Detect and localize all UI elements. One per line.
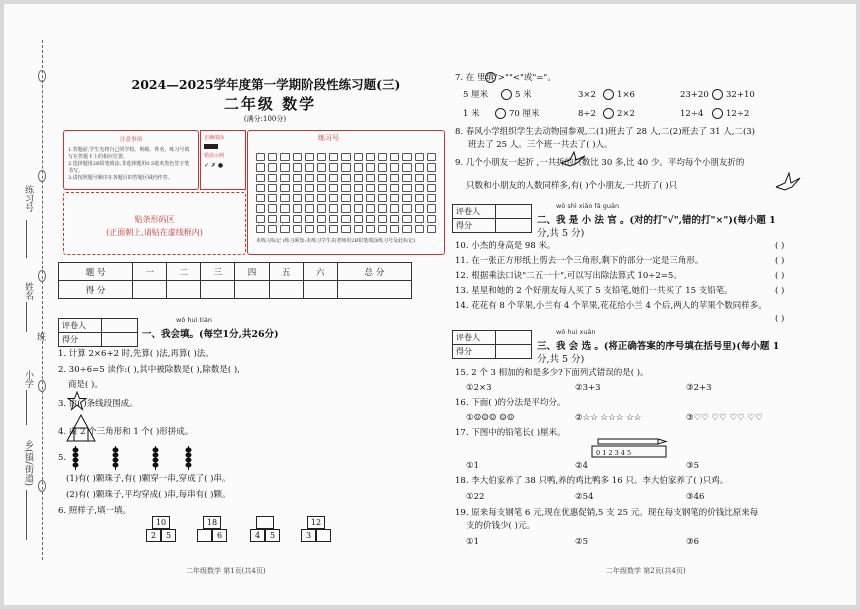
notice-line: 2.选择题用2B铅笔填涂,非选择题用0.5毫米黑色签字笔书写。 xyxy=(68,161,190,174)
question-12: 12. 根据乘法口诀"二五一十",可以写出除法算式 10÷2=5。 xyxy=(455,271,682,281)
grader-box-2 xyxy=(452,204,532,233)
numbox-right: 6 xyxy=(212,529,227,542)
section1-title: 一、我会填。(每空1分,共26分) xyxy=(142,329,279,340)
paper-crane-icon xyxy=(775,172,801,192)
practice-number-bubble[interactable] xyxy=(378,204,387,212)
numbox-left: 4 xyxy=(250,529,265,542)
practice-number-bubble[interactable] xyxy=(354,225,363,233)
practice-number-bubble[interactable] xyxy=(280,204,289,212)
practice-number-bubble[interactable] xyxy=(268,163,277,171)
numbox-right: 5 xyxy=(265,529,280,542)
practice-number-bubble[interactable] xyxy=(402,184,411,192)
town-line xyxy=(26,490,27,540)
binding-hole xyxy=(38,270,46,282)
practice-number-bubble[interactable] xyxy=(341,174,350,182)
practice-number-bubble[interactable] xyxy=(378,163,387,171)
binding-hole xyxy=(38,480,46,492)
practice-number-bubble[interactable] xyxy=(280,184,289,192)
unpracticed-note: (练习须知:未练习学生由老师用2B铅笔填涂练习号及此标记) xyxy=(282,238,416,244)
practice-number-bubble[interactable] xyxy=(354,215,363,223)
answer-circle[interactable] xyxy=(603,89,614,100)
practice-number-bubble[interactable] xyxy=(256,215,265,223)
q7-item: 1×6 xyxy=(617,90,635,100)
practice-number-bubble[interactable] xyxy=(329,184,338,192)
exam-subtitle: 二年级 数学 xyxy=(223,95,317,113)
correct-fill-label: 正确填涂 xyxy=(204,135,225,141)
question-10: 10. 小杰的身高是 98 米。 xyxy=(455,241,556,251)
practice-number-bubble[interactable] xyxy=(390,153,399,161)
practice-number-bubble[interactable] xyxy=(390,163,399,171)
question-2-cont: 商是( )。 xyxy=(68,380,103,390)
practice-number-bubble[interactable] xyxy=(366,174,375,182)
filled-mark-icon xyxy=(204,144,218,149)
notice-line: 1.答题前,学生先将自己的学校、班级、姓名、练习号填写在答题卡上的相应位置。 xyxy=(68,147,190,160)
option[interactable]: ①1 xyxy=(466,461,480,471)
unpracticed-mark-label: 未练习标记 xyxy=(256,238,282,244)
grader-box-1 xyxy=(58,318,138,347)
margin-label-practice-no: 练习号 xyxy=(23,185,33,212)
practice-number-bubble[interactable] xyxy=(390,204,399,212)
question-8: 8. 春风小学组织学生去动物园参观,二(1)班去了 28 人,二(2)班去了 31 人,二(3) xyxy=(455,127,755,137)
practice-number-bubble[interactable] xyxy=(390,225,399,233)
practice-number-bubble[interactable] xyxy=(427,163,436,171)
full-score-note: (满分:100分) xyxy=(243,115,287,123)
q7-item: 3×2 xyxy=(578,90,596,100)
practice-number-bubble[interactable] xyxy=(305,204,314,212)
q7-item: 8÷2 xyxy=(578,109,596,119)
reviewer-cell[interactable] xyxy=(496,205,532,219)
option[interactable]: ②5 xyxy=(575,537,589,547)
option[interactable]: ③6 xyxy=(686,537,700,547)
practice-number-bubble[interactable] xyxy=(329,194,338,202)
ruler-ticks: 0 1 2 3 4 5 xyxy=(596,449,632,457)
margin-label-name: 姓名 xyxy=(23,282,33,300)
q7-item: 5 厘米 xyxy=(463,90,489,100)
score-header: 四 xyxy=(235,263,269,281)
practice-number-bubble[interactable] xyxy=(293,194,302,202)
practice-number-bubble[interactable] xyxy=(354,163,363,171)
practice-number-bubble[interactable] xyxy=(305,174,314,182)
practice-number-bubble[interactable] xyxy=(268,225,277,233)
reviewer-cell[interactable] xyxy=(496,331,532,345)
numbox-right: 5 xyxy=(161,529,176,542)
practice-number-bubble[interactable] xyxy=(268,184,277,192)
star-icon xyxy=(67,391,87,411)
page-footer-right: 二年级数学 第2页(共4页) xyxy=(606,567,686,575)
score-cell[interactable] xyxy=(269,281,303,299)
practice-number-bubble[interactable] xyxy=(280,163,289,171)
option[interactable]: ①☺☺☺ ☺☺ xyxy=(466,413,515,423)
practice-number-bubble[interactable] xyxy=(293,225,302,233)
grid-foot xyxy=(256,237,415,244)
practice-number-bubble[interactable] xyxy=(390,194,399,202)
score-table xyxy=(58,262,412,299)
practice-number-bubble[interactable] xyxy=(341,215,350,223)
q7-item: 70 厘米 xyxy=(509,109,540,119)
wrong-fill-label: 错误示例 xyxy=(204,153,225,159)
practice-number-bubble[interactable] xyxy=(305,153,314,161)
question-18: 18. 李大伯家养了 38 只鸭,养的鸡比鸭多 16 只。李大伯家养了( )只鸡。 xyxy=(455,476,729,486)
practice-number-bubble[interactable] xyxy=(256,153,265,161)
option[interactable]: ②54 xyxy=(575,492,594,502)
numbox-top: 12 xyxy=(307,516,325,529)
score-header: 二 xyxy=(167,263,201,281)
numbox-top: 10 xyxy=(152,516,170,529)
binding-hole xyxy=(38,170,46,182)
score-header: 一 xyxy=(133,263,167,281)
wrong-marks-icon: ✓ ✗ ● xyxy=(204,162,224,169)
triangle-square-icon xyxy=(66,414,96,442)
margin-label-school: 小学 xyxy=(23,370,33,388)
binding-hole xyxy=(38,380,46,392)
practice-number-bubble[interactable] xyxy=(415,204,424,212)
score-header: 题 号 xyxy=(59,263,133,281)
practice-number-bubble[interactable] xyxy=(268,153,277,161)
notice-title: 注意事项 xyxy=(119,137,142,143)
judge-answer[interactable]: ( ) xyxy=(775,286,785,296)
q7-item: 32+10 xyxy=(726,90,755,100)
practice-number-bubble[interactable] xyxy=(427,184,436,192)
practice-number-bubble[interactable] xyxy=(415,163,424,171)
practice-number-bubble[interactable] xyxy=(293,204,302,212)
practice-number-bubble[interactable] xyxy=(366,153,375,161)
option[interactable]: ①2×3 xyxy=(466,383,492,393)
numbox-left: 2 xyxy=(146,529,161,542)
practice-number-bubble[interactable] xyxy=(390,174,399,182)
practice-number-bubble[interactable] xyxy=(354,174,363,182)
practice-number-bubble[interactable] xyxy=(329,174,338,182)
judge-answer[interactable]: ( ) xyxy=(775,241,785,251)
score-cell[interactable] xyxy=(167,281,201,299)
score-cell[interactable] xyxy=(496,345,532,359)
practice-number-bubble[interactable] xyxy=(329,204,338,212)
practice-number-bubble[interactable] xyxy=(341,163,350,171)
practice-number-bubble[interactable] xyxy=(280,215,289,223)
practice-number-bubble[interactable] xyxy=(415,153,424,161)
practice-number-bubble[interactable] xyxy=(415,174,424,182)
practice-number-bubble[interactable] xyxy=(354,204,363,212)
practice-number-bubble[interactable] xyxy=(341,194,350,202)
notice-line: 3.请按照题号顺序在各题目的答题区域内作答。 xyxy=(68,175,173,181)
question-9-cont: 只数和小朋友的人数同样多,有( )个小朋友,一共折了( )只 xyxy=(466,181,678,191)
practice-number-bubble[interactable] xyxy=(366,204,375,212)
answer-circle[interactable] xyxy=(603,108,614,119)
question-8-cont: 班去了 25 人。三个班一共去了( )人。 xyxy=(468,140,613,150)
practice-number-bubble[interactable] xyxy=(427,204,436,212)
score-cell[interactable] xyxy=(496,219,532,233)
school-line xyxy=(26,390,27,425)
practice-number-bubble[interactable] xyxy=(305,194,314,202)
practice-number-bubble[interactable] xyxy=(366,163,375,171)
practice-number-bubble[interactable] xyxy=(329,153,338,161)
score-header: 总 分 xyxy=(337,263,411,281)
numbox-top-blank[interactable] xyxy=(256,516,274,529)
question-6: 6. 照样子,填一填。 xyxy=(58,506,132,516)
practice-number-bubble[interactable] xyxy=(256,225,265,233)
practice-number-bubble[interactable] xyxy=(427,153,436,161)
practice-number-bubble[interactable] xyxy=(293,163,302,171)
margin-label-town: 乡(镇/街道) xyxy=(23,440,33,487)
section3-title-cont: 分,共 5 分) xyxy=(537,354,585,365)
practice-number-bubble[interactable] xyxy=(268,194,277,202)
answer-circle[interactable] xyxy=(712,108,723,119)
practice-number-bubble[interactable] xyxy=(317,204,326,212)
question-9: 9. 几个小朋友一起折 ,一共折的只数比 30 多,比 40 少。平均每个小朋友折的 xyxy=(455,158,745,168)
practice-number-bubble[interactable] xyxy=(378,215,387,223)
practice-number-bubble[interactable] xyxy=(305,163,314,171)
score-cell[interactable] xyxy=(102,333,138,347)
answer-circle[interactable] xyxy=(485,72,496,83)
binding-margin xyxy=(4,10,50,600)
practice-number-bubble[interactable] xyxy=(354,153,363,161)
option[interactable]: ②☆☆ ☆☆☆ ☆☆ xyxy=(575,413,642,423)
question-11: 11. 在一张正方形纸上剪去一个三角形,剩下的部分一定是三角形。 xyxy=(455,256,704,266)
practice-number-bubble[interactable] xyxy=(293,174,302,182)
practice-number-bubble[interactable] xyxy=(317,215,326,223)
practice-number-bubble[interactable] xyxy=(427,225,436,233)
score-label: 得分 xyxy=(453,345,496,359)
practice-number-bubble[interactable] xyxy=(378,174,387,182)
practice-number-bubble[interactable] xyxy=(280,153,289,161)
q7-item: 12÷4 xyxy=(680,109,704,119)
practice-number-bubble[interactable] xyxy=(256,174,265,182)
score-cell[interactable] xyxy=(303,281,337,299)
practice-number-bubble[interactable] xyxy=(317,225,326,233)
score-cell[interactable] xyxy=(337,281,411,299)
practice-number-bubble[interactable] xyxy=(402,204,411,212)
practice-number-bubble[interactable] xyxy=(256,184,265,192)
practice-number-bubble[interactable] xyxy=(341,153,350,161)
answer-circle[interactable] xyxy=(501,89,512,100)
q7-item: 5 米 xyxy=(515,90,532,100)
section2-title-cont: 分,共 5 分) xyxy=(537,228,585,239)
score-cell[interactable] xyxy=(201,281,235,299)
numbox-left-blank[interactable] xyxy=(197,529,212,542)
score-header: 六 xyxy=(303,263,337,281)
option[interactable]: ③2+3 xyxy=(686,383,712,393)
practice-number-bubble[interactable] xyxy=(256,204,265,212)
answer-circle[interactable] xyxy=(495,108,506,119)
grid-title: 练习号 xyxy=(318,134,339,142)
option[interactable]: ②3+3 xyxy=(575,383,601,393)
question-5-1: (1)有( )颗珠子,有( )颗穿一串,穿成了( )串。 xyxy=(66,474,231,484)
numbox-left: 3 xyxy=(301,529,316,542)
reviewer-cell[interactable] xyxy=(102,319,138,333)
practice-number-bubble[interactable] xyxy=(427,215,436,223)
practice-no-line xyxy=(26,220,27,258)
practice-number-bubble[interactable] xyxy=(293,215,302,223)
beads-icon xyxy=(70,445,200,471)
paper-crane-icon xyxy=(560,151,586,167)
practice-number-bubble[interactable] xyxy=(366,194,375,202)
question-15: 15. 2 个 3 相加的和是多少?下面列式错误的是( )。 xyxy=(455,368,649,378)
barcode-title: 贴条形码区 xyxy=(134,215,175,224)
option[interactable]: ②4 xyxy=(575,461,589,471)
practice-number-bubble[interactable] xyxy=(341,204,350,212)
practice-number-bubble[interactable] xyxy=(256,163,265,171)
question-16: 16. 下面( )的分法是平均分。 xyxy=(455,398,566,408)
practice-number-bubble[interactable] xyxy=(268,204,277,212)
practice-number-bubble[interactable] xyxy=(366,225,375,233)
practice-number-bubble[interactable] xyxy=(366,215,375,223)
option[interactable]: ③5 xyxy=(686,461,700,471)
reviewer-label: 评卷人 xyxy=(453,205,496,219)
section2-pinyin: wǒ shì xiǎo fǎ guān xyxy=(556,202,620,210)
notice-box xyxy=(63,130,199,190)
q7-item: 1 米 xyxy=(463,109,480,119)
option[interactable]: ③46 xyxy=(686,492,705,502)
practice-number-bubble[interactable] xyxy=(341,225,350,233)
practice-number-bubble[interactable] xyxy=(280,225,289,233)
section2-title: 二、我 是 小 法 官 。(对的打"√",错的打"×")(每小题 1 xyxy=(537,215,776,226)
score-cell[interactable] xyxy=(235,281,269,299)
exam-title: 2024—2025学年度第一学期阶段性练习题(三) xyxy=(131,77,401,92)
q7-item: 12÷2 xyxy=(726,109,750,119)
practice-number-bubble[interactable] xyxy=(415,225,424,233)
numbox-right-blank[interactable] xyxy=(316,529,331,542)
question-4: 4. 由 2 个三角形和 1 个( )形拼成。 xyxy=(58,427,194,437)
question-7: 7. 在 里填">""<"或"="。 xyxy=(455,73,556,83)
practice-number-bubble[interactable] xyxy=(402,225,411,233)
score-header: 五 xyxy=(269,263,303,281)
grid-cells xyxy=(256,153,436,233)
section1-pinyin: wǒ huì tián xyxy=(176,316,212,324)
question-5: 5. xyxy=(58,453,67,463)
practice-number-bubble[interactable] xyxy=(402,215,411,223)
practice-number-bubble[interactable] xyxy=(415,215,424,223)
practice-number-bubble[interactable] xyxy=(293,184,302,192)
score-cell[interactable] xyxy=(133,281,167,299)
practice-number-bubble[interactable] xyxy=(317,163,326,171)
judge-answer[interactable]: ( ) xyxy=(775,271,785,281)
practice-number-bubble[interactable] xyxy=(293,153,302,161)
practice-number-bubble[interactable] xyxy=(317,174,326,182)
name-line xyxy=(26,302,27,332)
practice-number-bubble[interactable] xyxy=(378,225,387,233)
reviewer-label: 评卷人 xyxy=(59,319,102,333)
score-label: 得分 xyxy=(453,219,496,233)
section3-pinyin: wǒ huì xuǎn xyxy=(556,328,596,336)
score-label: 得分 xyxy=(59,333,102,347)
fill-example-box xyxy=(200,130,246,190)
practice-number-bubble[interactable] xyxy=(317,153,326,161)
question-19: 19. 原来每支钢笔 6 元,现在优惠促销,5 支 25 元。现在每支钢笔的价钱比原来每 xyxy=(455,508,759,518)
practice-number-bubble[interactable] xyxy=(305,215,314,223)
numbox-top: 18 xyxy=(203,516,221,529)
practice-number-bubble[interactable] xyxy=(354,184,363,192)
option[interactable]: ①22 xyxy=(466,492,485,502)
score-header: 三 xyxy=(201,263,235,281)
practice-number-bubble[interactable] xyxy=(317,194,326,202)
option[interactable]: ③♡♡ ♡♡ ♡♡ ♡♡ xyxy=(686,413,763,423)
practice-number-bubble[interactable] xyxy=(427,174,436,182)
practice-number-bubble[interactable] xyxy=(427,194,436,202)
practice-number-grid xyxy=(247,130,445,255)
answer-circle[interactable] xyxy=(712,89,723,100)
judge-answer[interactable]: ( ) xyxy=(775,314,785,324)
practice-number-bubble[interactable] xyxy=(390,184,399,192)
q7-item: 2×2 xyxy=(617,109,635,119)
question-17: 17. 下图中的铅笔长( )厘米。 xyxy=(455,428,566,438)
practice-number-bubble[interactable] xyxy=(280,174,289,182)
margin-label-class: 班 xyxy=(35,332,45,341)
section3-title: 三、我 会 选 。(将正确答案的序号填在括号里)(每小题 1 xyxy=(537,341,780,352)
practice-number-bubble[interactable] xyxy=(354,194,363,202)
practice-number-bubble[interactable] xyxy=(256,194,265,202)
practice-number-bubble[interactable] xyxy=(378,153,387,161)
question-14: 14. 花花有 8 个苹果,小兰有 4 个苹果,花花给小兰 4 个后,两人的苹果个数同样多。 xyxy=(455,301,767,311)
question-2: 2. 30÷6=5 读作:( ),其中被除数是( ),除数是( ), xyxy=(58,365,240,375)
practice-number-bubble[interactable] xyxy=(280,194,289,202)
practice-number-bubble[interactable] xyxy=(317,184,326,192)
question-1: 1. 计算 2×6+2 时,先算( )法,再算( )法。 xyxy=(58,349,214,359)
question-5-2: (2)有( )颗珠子,平均穿成( )串,每串有( )颗。 xyxy=(66,490,231,500)
practice-number-bubble[interactable] xyxy=(268,174,277,182)
reviewer-label: 评卷人 xyxy=(453,331,496,345)
question-19-cont: 支的价钱少( )元。 xyxy=(466,521,535,531)
page-footer-left: 二年级数学 第1页(共4页) xyxy=(186,567,266,575)
q7-item: 23+20 xyxy=(680,90,709,100)
practice-number-bubble[interactable] xyxy=(390,215,399,223)
practice-number-bubble[interactable] xyxy=(402,153,411,161)
barcode-hint: (正面朝上,请贴在虚线框内) xyxy=(106,228,203,237)
practice-number-bubble[interactable] xyxy=(402,194,411,202)
question-13: 13. 星星和她的 2 个好朋友每人买了 5 支铅笔,她们一共买了 15 支铅笔。 xyxy=(455,286,733,296)
question-3: 3. 由( )条线段围成。 xyxy=(58,399,138,409)
practice-number-bubble[interactable] xyxy=(366,184,375,192)
practice-number-bubble[interactable] xyxy=(402,163,411,171)
binding-hole xyxy=(38,70,46,82)
option[interactable]: ①1 xyxy=(466,537,480,547)
practice-number-bubble[interactable] xyxy=(329,163,338,171)
practice-number-bubble[interactable] xyxy=(402,174,411,182)
practice-number-bubble[interactable] xyxy=(268,215,277,223)
practice-number-bubble[interactable] xyxy=(415,184,424,192)
practice-number-bubble[interactable] xyxy=(329,225,338,233)
grader-box-3 xyxy=(452,330,532,359)
practice-number-bubble[interactable] xyxy=(341,184,350,192)
practice-number-bubble[interactable] xyxy=(305,225,314,233)
practice-number-bubble[interactable] xyxy=(329,215,338,223)
practice-number-bubble[interactable] xyxy=(305,184,314,192)
score-row-label: 得 分 xyxy=(59,281,133,299)
judge-answer[interactable]: ( ) xyxy=(775,256,785,266)
practice-number-bubble[interactable] xyxy=(378,194,387,202)
practice-number-bubble[interactable] xyxy=(378,184,387,192)
barcode-area xyxy=(63,192,246,255)
practice-number-bubble[interactable] xyxy=(415,194,424,202)
